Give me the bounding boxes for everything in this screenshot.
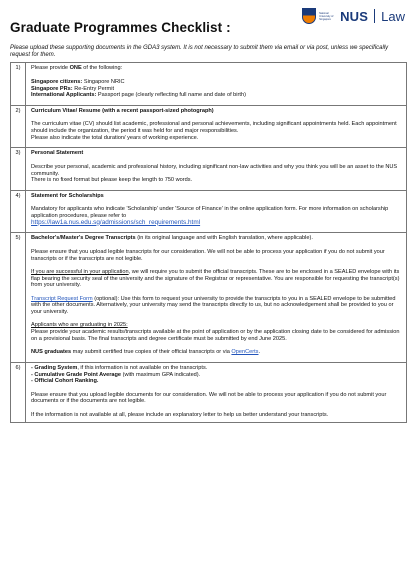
item-paragraph: Please ensure that you upload legible transcripts for our consideration. We will not be able to process your application if you do not submit your transcripts or if the transcripts are not legible.	[31, 248, 385, 262]
item-heading: Curriculum Vitae/ Resume (with a recent passport-sized photograph)	[31, 107, 214, 114]
item-paragraph: Mandatory for applicants who indicate 'Scholarship' under 'Source of Finance' in the online application form. For more information on scholarship application procedures, please refer to	[31, 206, 389, 219]
emphasis: ONE	[69, 65, 82, 72]
item-body	[26, 233, 407, 363]
pr-value: Re-Entry Permit	[72, 85, 114, 92]
emphasis: - Grading System	[31, 364, 78, 371]
logo-law: Law	[381, 8, 405, 24]
item-body	[26, 63, 407, 106]
text: , we will require you to submit the official transcripts. These are to be enclosed in a SEALED envelope with its flap bearing the security seal of the university and the signature of the Registrar or representative. You are responsible for requesting the transcript(s) from your university.	[31, 268, 400, 289]
intro-text: Please upload these supporting documents in the GDA3 system. It is not necessary to submit them via email or via post, unless we specifically request for them.	[10, 45, 389, 59]
checklist-row	[11, 63, 407, 106]
logo-divider	[374, 9, 375, 23]
text: (with maximum GPA indicated).	[121, 371, 201, 378]
item-number: 1)	[11, 63, 26, 106]
item-body	[26, 105, 407, 148]
item-number: 4)	[11, 190, 26, 233]
item-paragraph: Describe your personal, academic and professional history, including significant non-law activities and why you think you will be an asset to the NUS community.	[31, 163, 398, 177]
scholarship-link[interactable]: https://law1a.nus.edu.sg/admissions/sch_requirements.html	[31, 218, 201, 226]
item-number: 6)	[11, 362, 26, 422]
text: , if this information is not available on the transcripts.	[77, 364, 208, 371]
intl-label: International Applicants:	[31, 92, 97, 99]
emphasis: - Official Cohort Ranking.	[31, 378, 99, 385]
checklist-row	[11, 362, 407, 422]
item-paragraph: Please also indicate the total duration/ years of working experience.	[31, 134, 199, 141]
item-paragraph: The curriculum vitae (CV) should list academic, professional and personal achievements, including significant appointments held. Each appointment should include the organization, the period it was held for and major responsibilities.	[31, 121, 397, 134]
nus-law-logo	[302, 8, 405, 24]
checklist-row	[11, 148, 407, 191]
logo-nus: NUS	[340, 8, 369, 24]
text: of the following:	[81, 65, 123, 72]
item-paragraph: Please ensure that you upload legible documents for our consideration. We will not be able to process your application if you do not submit your documents or if the documents are not legible.	[31, 391, 387, 405]
item-number: 2)	[11, 105, 26, 148]
checklist-row	[11, 233, 407, 363]
item-paragraph: There is no fixed format but please keep the length to 750 words.	[31, 177, 193, 184]
text: (optional): Use this form to request your university to provide the transcripts to you in a SEALED envelope to be submitted with the other documents. Alternatively, your university may send the transcripts directly to us, but no acknowledgement shall be provided to you or your university.	[31, 295, 396, 316]
item-paragraph: If the information is not available at all, please include an explanatory letter to help us better understand your transcripts.	[31, 411, 329, 418]
item-number: 3)	[11, 148, 26, 191]
text: .	[258, 349, 261, 356]
item-heading: Bachelor's/Master's Degree Transcripts	[31, 235, 136, 242]
citizen-value: Singapore NRIC	[82, 78, 125, 85]
underlined-text: If you are successful in your application	[31, 268, 129, 275]
emphasis: NUS graduates	[31, 349, 72, 356]
checklist-row	[11, 105, 407, 148]
text: (in its original language and with English translation, where applicable).	[135, 235, 313, 242]
item-paragraph: Please provide your academic results/transcripts available at the point of application or by the application closing date to be considered for admission on a provisional basis. The final transcripts and degree certificate must be submitted by end June 2025.	[31, 329, 400, 342]
crest-text: National University of Singapore	[319, 11, 334, 21]
transcript-request-form-link[interactable]: Transcript Request Form	[31, 295, 93, 302]
citizen-label: Singapore citizens:	[31, 78, 83, 85]
opencerts-link[interactable]: OpenCerts	[231, 349, 259, 356]
checklist-table	[10, 62, 407, 422]
nus-crest-icon	[302, 8, 316, 24]
text: Please provide	[31, 65, 70, 72]
intl-value: Passport page (clearly reflecting full name and date of birth)	[96, 92, 246, 99]
pr-label: Singapore PRs:	[31, 85, 73, 92]
emphasis: - Cumulative Grade Point Average	[31, 371, 122, 378]
page-title: Graduate Programmes Checklist :	[10, 20, 231, 35]
item-body	[26, 148, 407, 191]
text: may submit certified true copies of their official transcripts or via	[71, 349, 232, 356]
item-number: 5)	[11, 233, 26, 363]
checklist-row	[11, 190, 407, 233]
item-body	[26, 362, 407, 422]
item-heading: Personal Statement	[31, 150, 84, 157]
header	[10, 8, 407, 44]
item-body	[26, 190, 407, 233]
item-heading: Statement for Scholarships	[31, 192, 104, 199]
underlined-text: Applicants who are graduating in 2025:	[31, 322, 128, 329]
